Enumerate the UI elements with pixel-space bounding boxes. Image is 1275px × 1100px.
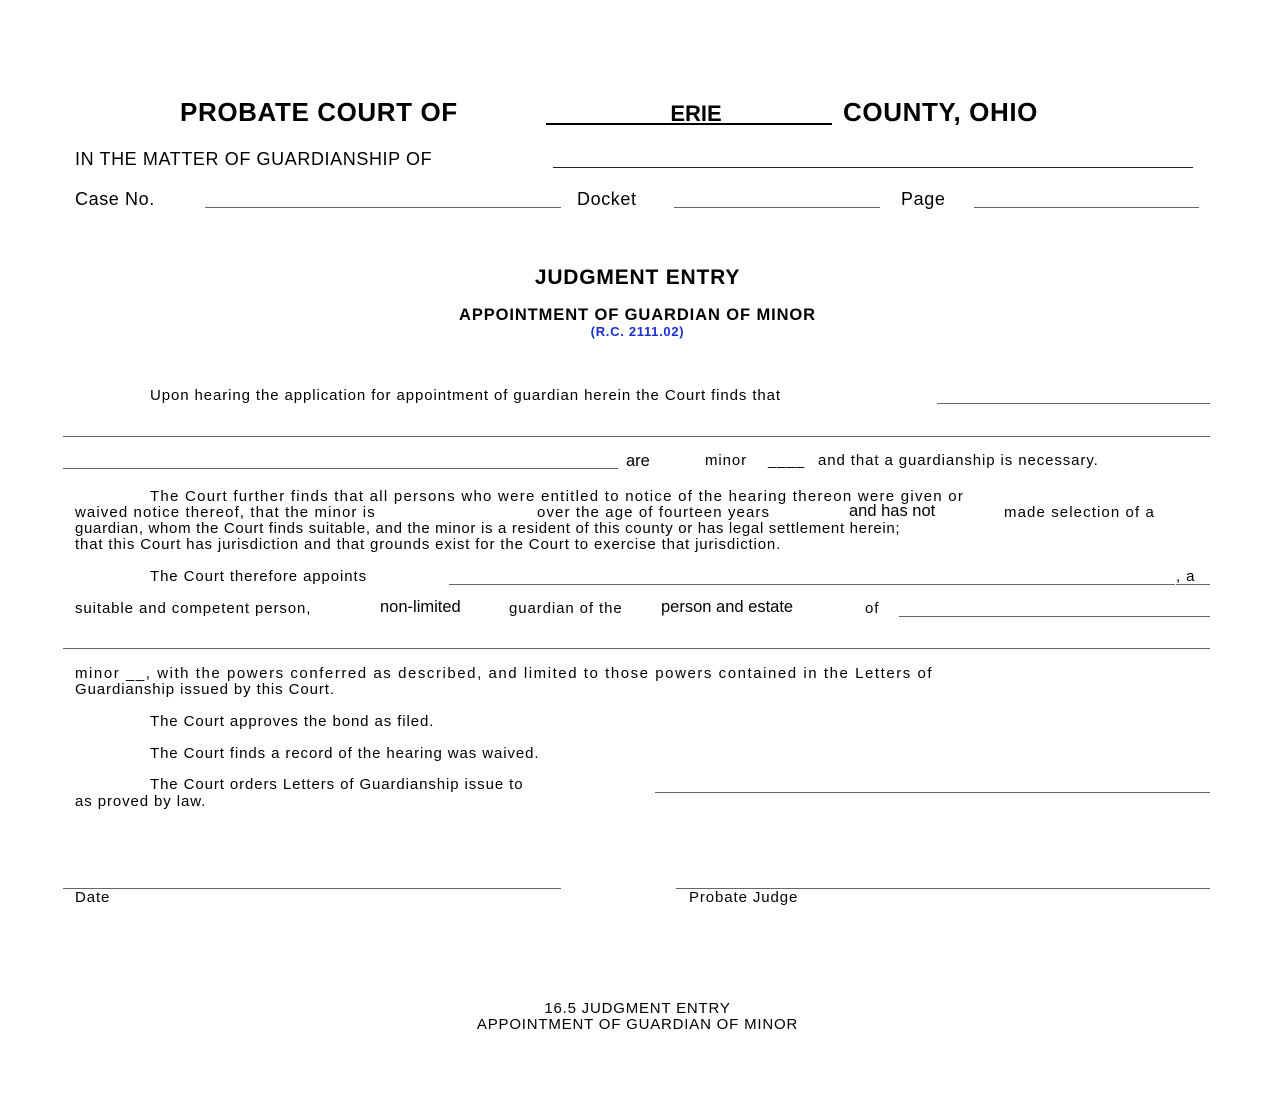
necessary-text: and that a guardianship is necessary.: [818, 452, 1099, 469]
notice-line-4: that this Court has jurisdiction and that grounds exist for the Court to exercise that jurisdiction.: [75, 536, 782, 553]
letters-text: The Court orders Letters of Guardianship issue to: [150, 776, 524, 793]
judge-label: Probate Judge: [689, 889, 799, 906]
selection-status: and has not: [849, 502, 936, 520]
date-label: Date: [75, 889, 111, 906]
minor-plural-blank[interactable]: ____: [768, 452, 805, 469]
court-prefix: PROBATE COURT OF: [180, 97, 458, 127]
notice-line-3: guardian, whom the Court finds suitable, and the minor is a resident of this county or has legal settlement herein;: [75, 520, 901, 537]
appoints-text: The Court therefore appoints: [150, 568, 367, 585]
matter-label: IN THE MATTER OF GUARDIANSHIP OF: [75, 149, 433, 169]
limit-type: non-limited: [380, 598, 461, 616]
page-field[interactable]: [974, 207, 1199, 208]
document-title: JUDGMENT ENTRY: [534, 266, 741, 289]
guardianship-scope: person and estate: [661, 598, 794, 616]
ward-field-1[interactable]: [899, 616, 1210, 617]
case-no-label: Case No.: [75, 189, 155, 209]
appoints-suffix: , a: [1176, 568, 1196, 585]
proved-text: as proved by law.: [75, 793, 207, 810]
letters-recipient-field[interactable]: [655, 792, 1210, 793]
guardian-name-field[interactable]: [449, 584, 1175, 585]
court-suffix: COUNTY, OHIO: [843, 97, 1038, 127]
ward-field-2[interactable]: [63, 648, 1210, 649]
footer-form-number: 16.5 JUDGMENT ENTRY: [544, 1000, 731, 1017]
ward-name-field[interactable]: [553, 167, 1193, 168]
notice-line-2b: over the age of fourteen years: [537, 504, 771, 521]
minor-text: minor: [705, 452, 748, 469]
notice-line-2a: waived notice thereof, that the minor is: [75, 504, 376, 521]
powers-line-2: Guardianship issued by this Court.: [75, 681, 335, 698]
statute-reference: (R.C. 2111.02): [590, 324, 685, 339]
docket-label: Docket: [577, 189, 637, 209]
appoints-suffix-line: [1176, 584, 1210, 585]
minor-names-field-2[interactable]: [63, 436, 1210, 437]
notice-line-2d: made selection of a: [1004, 504, 1155, 521]
case-no-field[interactable]: [205, 207, 561, 208]
suitable-text: suitable and competent person,: [75, 600, 312, 617]
bond-text: The Court approves the bond as filed.: [150, 713, 435, 730]
county-name-field[interactable]: ERIE: [670, 101, 722, 126]
are-text: are: [626, 452, 650, 470]
footer-form-title: APPOINTMENT OF GUARDIAN OF MINOR: [476, 1016, 799, 1033]
docket-field[interactable]: [674, 207, 880, 208]
guardian-of-text: guardian of the: [509, 600, 623, 617]
document-subtitle: APPOINTMENT OF GUARDIAN OF MINOR: [459, 306, 816, 324]
minor-names-field-3[interactable]: [63, 468, 618, 469]
minor-names-field-1[interactable]: [937, 403, 1210, 404]
of-text: of: [865, 600, 880, 617]
record-text: The Court finds a record of the hearing was waived.: [150, 745, 540, 762]
page-label: Page: [901, 189, 946, 209]
date-signature-line[interactable]: [63, 888, 561, 889]
powers-line-1: minor __, with the powers conferred as described, and limited to those powers contained in the Letters of: [75, 665, 934, 682]
notice-line-1: The Court further finds that all persons who were entitled to notice of the hearing thereon were given or: [150, 488, 965, 505]
hearing-text: Upon hearing the application for appointment of guardian herein the Court finds that: [150, 387, 781, 404]
